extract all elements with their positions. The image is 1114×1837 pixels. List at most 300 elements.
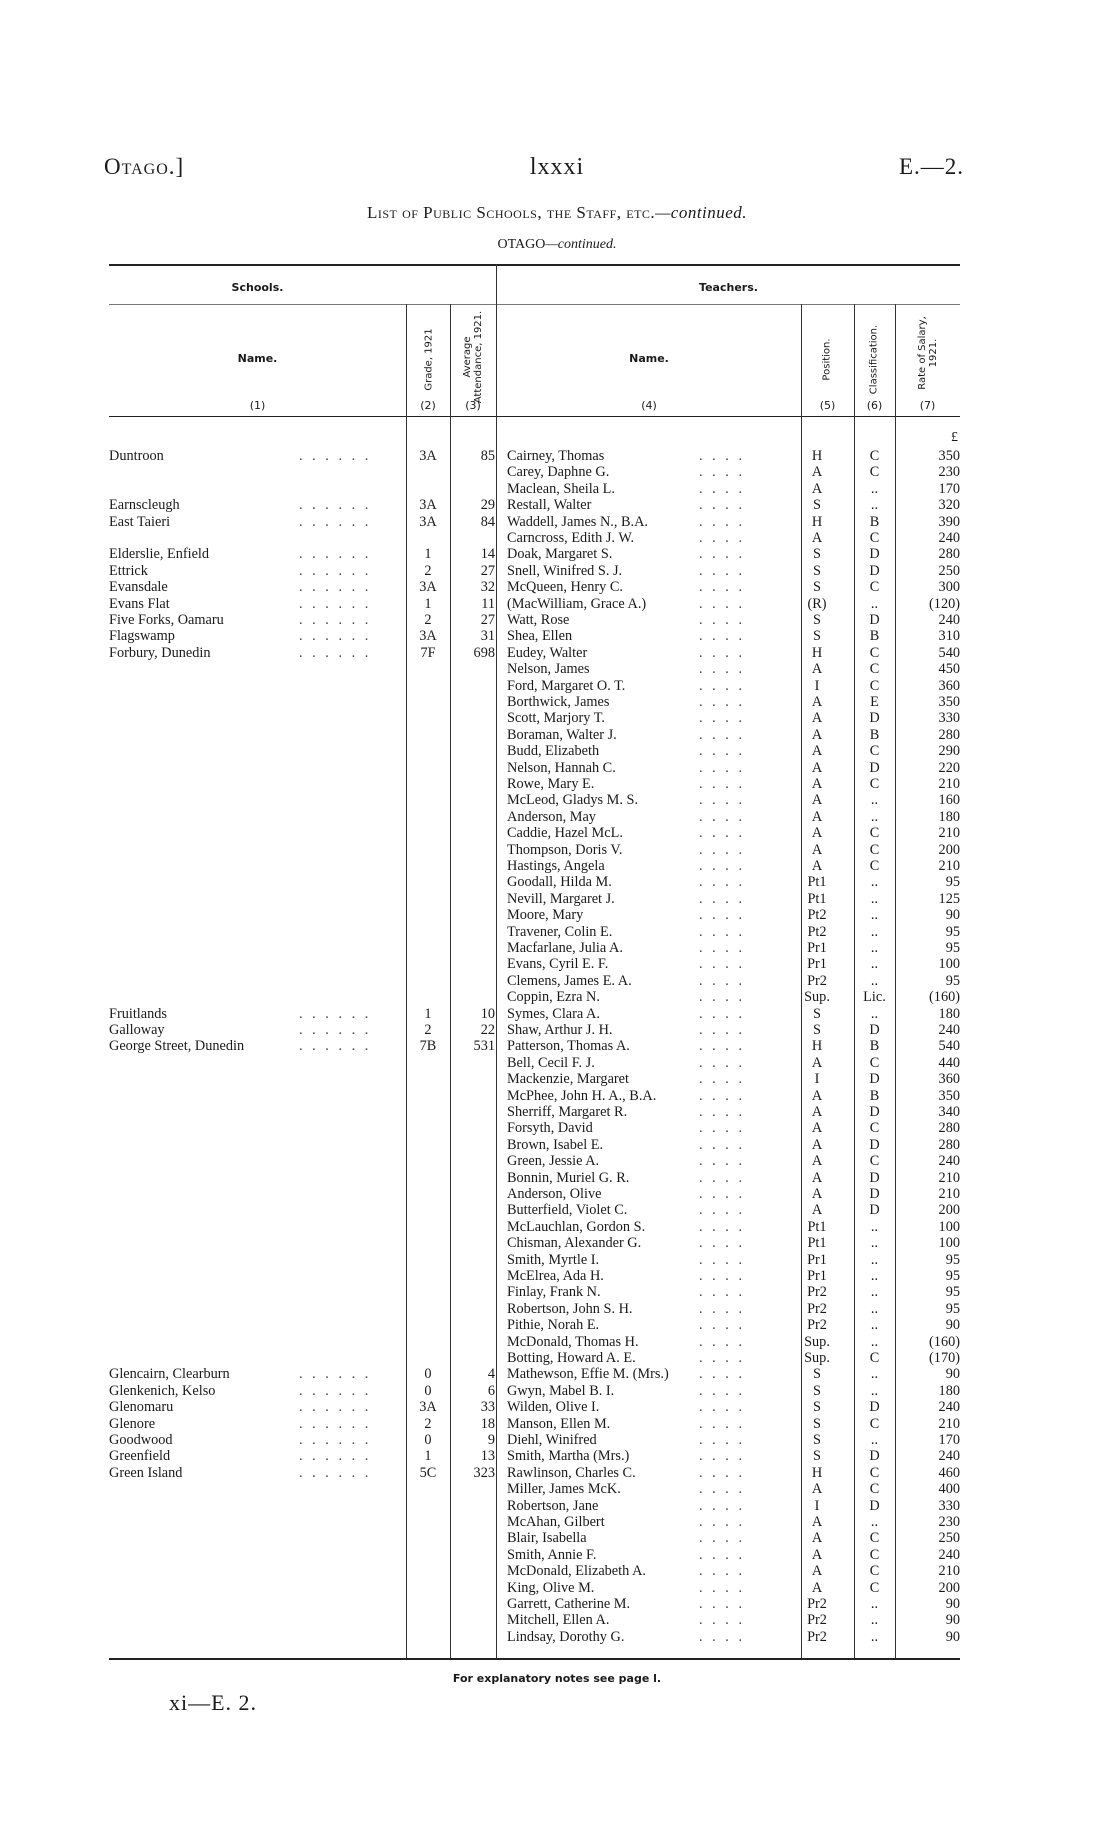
leader-dots: . . . .	[699, 694, 746, 710]
teacher-name: Watt, Rose	[507, 612, 570, 628]
school-attendance: 27	[480, 562, 495, 579]
teacher-name: Mackenzie, Margaret	[507, 1071, 629, 1088]
teacher-salary: 350	[938, 694, 960, 710]
school-name: Goodwood	[109, 1432, 173, 1448]
teacher-position: A	[811, 1546, 823, 1563]
leader-dots: . . . .	[699, 1005, 746, 1022]
teacher-salary: (170)	[929, 1350, 960, 1366]
teacher-name: Symes, Clara A.	[507, 1005, 600, 1022]
school-name: George Street, Dunedin	[109, 1038, 245, 1055]
table-row	[109, 1137, 960, 1153]
teacher-classification: B	[869, 726, 880, 743]
teacher-name: Carey, Daphne G.	[507, 464, 610, 481]
teacher-position: Sup.	[804, 989, 830, 1006]
teacher-classification: C	[869, 743, 880, 760]
table-row	[109, 743, 960, 759]
teacher-classification: B	[869, 513, 880, 530]
teacher-name: Brown, Isabel E.	[507, 1136, 604, 1153]
table-row	[109, 1186, 960, 1202]
leader-dots: . . . .	[699, 595, 746, 612]
teacher-name: Bell, Cecil F. J.	[507, 1054, 595, 1071]
teacher-salary: 350	[938, 448, 960, 464]
col-salary: Rate of Salary, 1921.	[917, 316, 939, 390]
leader-dots: . . . .	[699, 1514, 746, 1530]
teacher-salary: 250	[938, 1530, 960, 1547]
teacher-name: Waddell, James N., B.A.	[507, 513, 648, 530]
teacher-classification: ..	[870, 890, 879, 907]
table-row	[109, 924, 960, 940]
teacher-position: Pr2	[807, 1596, 827, 1612]
teacher-name: Boraman, Walter J.	[507, 726, 617, 743]
teacher-salary: 330	[938, 710, 960, 727]
table-row	[109, 514, 960, 530]
teacher-salary: 400	[938, 1481, 960, 1498]
teacher-position: A	[811, 808, 823, 825]
leader-dots: . . . .	[699, 923, 746, 940]
school-grade: 7B	[419, 1038, 437, 1055]
page-subtitle: OTAGO—continued.	[497, 237, 617, 252]
teacher-classification: ..	[870, 1333, 879, 1350]
teacher-salary: 280	[938, 1136, 960, 1153]
teacher-position: I	[814, 1497, 820, 1514]
teacher-position: S	[813, 1415, 821, 1432]
teacher-position: Pr2	[807, 1612, 827, 1629]
header-bottom-rule	[109, 416, 960, 417]
teacher-position: S	[813, 1005, 821, 1022]
table-row	[109, 1612, 960, 1628]
teacher-classification: C	[869, 1350, 880, 1366]
teacher-position: Pt1	[807, 874, 827, 891]
teacher-position: A	[811, 1120, 823, 1137]
leader-dots: . . . .	[699, 726, 746, 743]
teacher-classification: ..	[870, 497, 879, 514]
teacher-salary: 460	[938, 1464, 960, 1481]
school-attendance: 85	[480, 448, 495, 464]
teacher-classification: ..	[870, 808, 879, 825]
school-grade: 1	[424, 546, 432, 563]
teacher-name: Mitchell, Ellen A.	[507, 1612, 610, 1629]
teacher-name: Blair, Isabella	[507, 1530, 587, 1547]
teacher-classification: D	[869, 710, 880, 727]
teacher-name: Finlay, Frank N.	[507, 1284, 601, 1301]
teacher-classification: ..	[870, 874, 879, 891]
leader-dots: . . . .	[699, 1481, 746, 1498]
teacher-name: Restall, Walter	[507, 497, 592, 514]
school-attendance: 9	[487, 1432, 495, 1448]
teacher-salary: (120)	[929, 595, 960, 612]
teacher-classification: D	[869, 1136, 880, 1153]
school-name: Duntroon	[109, 448, 164, 464]
school-grade: 0	[424, 1382, 432, 1399]
teacher-classification: C	[869, 448, 880, 464]
teacher-classification: D	[869, 562, 880, 579]
teacher-position: Pr1	[807, 940, 827, 956]
school-attendance: 27	[480, 612, 495, 628]
leader-dots: . . . . . .	[299, 497, 372, 514]
teacher-position: H	[811, 513, 823, 530]
leader-dots: . . . .	[699, 956, 746, 973]
teacher-name: Lindsay, Dorothy G.	[507, 1628, 625, 1645]
teacher-classification: ..	[870, 1284, 879, 1301]
table-row	[109, 596, 960, 612]
school-attendance: 323	[473, 1464, 495, 1481]
teacher-position: S	[813, 562, 821, 579]
col-attendance: Average Attendance, 1921.	[462, 310, 484, 404]
teacher-name: Anderson, May	[507, 808, 596, 825]
table-row	[109, 1530, 960, 1546]
section-teachers: Teachers.	[699, 281, 758, 294]
leader-dots: . . . .	[699, 1136, 746, 1153]
table-row	[109, 563, 960, 579]
leader-dots: . . . .	[699, 1382, 746, 1399]
teacher-classification: D	[869, 1022, 880, 1038]
leader-dots: . . . .	[699, 1268, 746, 1284]
teacher-name: Caddie, Hazel McL.	[507, 825, 623, 842]
teacher-name: Forsyth, David	[507, 1120, 593, 1137]
teacher-salary: 340	[938, 1104, 960, 1120]
teacher-salary: 125	[938, 890, 960, 907]
teacher-name: McPhee, John H. A., B.A.	[507, 1087, 657, 1104]
teacher-classification: C	[869, 464, 880, 481]
leader-dots: . . . .	[699, 1399, 746, 1416]
teacher-classification: ..	[870, 940, 879, 956]
teacher-salary: 95	[945, 874, 960, 891]
teacher-salary: 90	[945, 1612, 960, 1629]
teacher-name: King, Olive M.	[507, 1579, 595, 1596]
leader-dots: . . . .	[699, 1596, 746, 1612]
teacher-position: I	[814, 677, 820, 694]
leader-dots: . . . . . .	[299, 1366, 372, 1383]
teacher-name: Shaw, Arthur J. H.	[507, 1022, 613, 1038]
teacher-position: A	[811, 825, 823, 842]
table-row	[109, 792, 960, 808]
table-row	[109, 694, 960, 710]
teacher-classification: C	[869, 677, 880, 694]
teacher-classification: D	[869, 1071, 880, 1088]
teacher-classification: C	[869, 1120, 880, 1137]
leader-dots: . . . .	[699, 644, 746, 661]
teacher-salary: 210	[938, 1186, 960, 1202]
table-row	[109, 1202, 960, 1218]
teacher-salary: 95	[945, 923, 960, 940]
teacher-classification: D	[869, 1169, 880, 1186]
table-row	[109, 1006, 960, 1022]
teacher-name: Green, Jessie A.	[507, 1153, 600, 1170]
table-row	[109, 940, 960, 956]
teacher-position: Pr1	[807, 1268, 827, 1284]
leader-dots: . . . .	[699, 1022, 746, 1038]
teacher-position: Pr1	[807, 1251, 827, 1268]
leader-dots: . . . . . .	[299, 612, 372, 628]
table-row	[109, 1629, 960, 1645]
teacher-classification: Lic.	[863, 989, 886, 1006]
teacher-position: A	[811, 1136, 823, 1153]
teacher-position: A	[811, 1169, 823, 1186]
teacher-position: S	[813, 497, 821, 514]
leader-dots: . . . .	[699, 677, 746, 694]
school-name: Greenfield	[109, 1448, 171, 1465]
school-grade: 7F	[420, 644, 436, 661]
teacher-name: Clemens, James E. A.	[507, 972, 632, 989]
teacher-position: H	[811, 1464, 823, 1481]
teacher-salary: 360	[938, 677, 960, 694]
table-row	[109, 1416, 960, 1432]
leader-dots: . . . . . .	[299, 628, 372, 645]
teacher-position: A	[811, 1563, 823, 1580]
teacher-salary: 180	[938, 808, 960, 825]
teacher-salary: 290	[938, 743, 960, 760]
teacher-name: McQueen, Henry C.	[507, 579, 623, 596]
teacher-name: Macfarlane, Julia A.	[507, 940, 623, 956]
teacher-salary: 100	[938, 1218, 960, 1235]
leader-dots: . . . . . .	[299, 1038, 372, 1055]
leader-dots: . . . .	[699, 1448, 746, 1465]
teacher-classification: ..	[870, 972, 879, 989]
teacher-salary: (160)	[929, 989, 960, 1006]
school-attendance: 11	[481, 595, 495, 612]
teacher-classification: ..	[870, 1628, 879, 1645]
school-grade: 1	[424, 595, 432, 612]
teacher-name: Snell, Winifred S. J.	[507, 562, 623, 579]
teacher-classification: C	[869, 661, 880, 678]
school-name: Ettrick	[109, 562, 148, 579]
teacher-name: McDonald, Elizabeth A.	[507, 1563, 646, 1580]
leader-dots: . . . .	[699, 546, 746, 563]
teacher-salary: 210	[938, 776, 960, 792]
school-name: East Taieri	[109, 513, 171, 530]
teacher-salary: 240	[938, 1022, 960, 1038]
table-row	[109, 874, 960, 890]
leader-dots: . . . .	[699, 858, 746, 874]
teacher-salary: 390	[938, 513, 960, 530]
teacher-name: Nelson, Hannah C.	[507, 759, 616, 776]
school-grade: 0	[424, 1366, 432, 1383]
school-attendance: 84	[480, 513, 495, 530]
teacher-name: Wilden, Olive I.	[507, 1399, 600, 1416]
leader-dots: . . . .	[699, 1218, 746, 1235]
school-grade: 5C	[419, 1464, 437, 1481]
leader-dots: . . . .	[699, 1628, 746, 1645]
leader-dots: . . . .	[699, 743, 746, 760]
teacher-position: S	[813, 1022, 821, 1038]
teacher-position: A	[811, 792, 823, 809]
teacher-salary: 210	[938, 1415, 960, 1432]
teacher-classification: ..	[870, 480, 879, 497]
teacher-position: S	[813, 546, 821, 563]
header-right: E.—2.	[898, 154, 964, 179]
section-schools: Schools.	[231, 281, 284, 294]
teacher-classification: D	[869, 612, 880, 628]
teacher-classification: E	[870, 694, 879, 710]
leader-dots: . . . .	[699, 1563, 746, 1580]
leader-dots: . . . .	[699, 1464, 746, 1481]
teacher-name: Rowe, Mary E.	[507, 776, 595, 792]
school-attendance: 29	[480, 497, 495, 514]
teacher-position: A	[811, 464, 823, 481]
leader-dots: . . . .	[699, 1432, 746, 1448]
table-row	[109, 1268, 960, 1284]
teacher-salary: 240	[938, 1448, 960, 1465]
table-row	[109, 858, 960, 874]
teacher-position: A	[811, 1579, 823, 1596]
teacher-classification: ..	[870, 1432, 879, 1448]
table-row	[109, 956, 960, 972]
teacher-salary: 95	[945, 972, 960, 989]
teacher-salary: 280	[938, 1120, 960, 1137]
table-row	[109, 907, 960, 923]
col-grade: Grade, 1921	[423, 328, 435, 391]
section-rule	[109, 304, 960, 305]
school-attendance: 6	[487, 1382, 495, 1399]
table-row	[109, 678, 960, 694]
teacher-classification: ..	[870, 1596, 879, 1612]
table-row	[109, 1235, 960, 1251]
teacher-salary: 180	[938, 1005, 960, 1022]
teacher-name: Scott, Marjory T.	[507, 710, 605, 727]
teacher-salary: 95	[945, 1268, 960, 1284]
teacher-position: Sup.	[804, 1350, 830, 1366]
table-row	[109, 760, 960, 776]
school-name: Flagswamp	[109, 628, 175, 645]
leader-dots: . . . .	[699, 513, 746, 530]
school-grade: 3A	[419, 1399, 437, 1416]
teacher-position: S	[813, 579, 821, 596]
teacher-position: S	[813, 628, 821, 645]
leader-dots: . . . .	[699, 628, 746, 645]
table-row	[109, 1580, 960, 1596]
school-name: Glencairn, Clearburn	[109, 1366, 230, 1383]
teacher-classification: C	[869, 644, 880, 661]
teacher-name: Anderson, Olive	[507, 1186, 602, 1202]
leader-dots: . . . .	[699, 480, 746, 497]
teacher-position: Pt2	[807, 923, 827, 940]
teacher-name: Shea, Ellen	[507, 628, 573, 645]
teacher-name: Butterfield, Violet C.	[507, 1202, 628, 1219]
teacher-classification: D	[869, 1399, 880, 1416]
teacher-salary: 250	[938, 562, 960, 579]
teacher-salary: 240	[938, 1153, 960, 1170]
leader-dots: . . . .	[699, 907, 746, 924]
page-number: lxxxi	[529, 154, 585, 180]
school-name: Glenkenich, Kelso	[109, 1382, 216, 1399]
teacher-position: Pt1	[807, 1235, 827, 1252]
teacher-classification: ..	[870, 1268, 879, 1284]
leader-dots: . . . . . .	[299, 1415, 372, 1432]
table-row	[109, 973, 960, 989]
teacher-salary: 95	[945, 1251, 960, 1268]
leader-dots: . . . . . .	[299, 1399, 372, 1416]
teacher-classification: B	[869, 1038, 880, 1055]
teacher-position: Pr1	[807, 956, 827, 973]
teacher-name: Moore, Mary	[507, 907, 584, 924]
leader-dots: . . . .	[699, 497, 746, 514]
leader-dots: . . . . . .	[299, 448, 372, 464]
teacher-salary: 100	[938, 1235, 960, 1252]
table-row	[109, 1153, 960, 1169]
table-bottom-rule	[109, 1658, 960, 1660]
teacher-salary: 90	[945, 1596, 960, 1612]
table-row	[109, 1350, 960, 1366]
col-position: Position.	[821, 338, 833, 381]
teacher-position: A	[811, 743, 823, 760]
teacher-salary: 210	[938, 1169, 960, 1186]
school-grade: 2	[424, 562, 432, 579]
col-num: (5)	[819, 399, 836, 412]
teacher-salary: (160)	[929, 1333, 960, 1350]
teacher-classification: C	[869, 1546, 880, 1563]
page-reference: xi—E. 2.	[169, 1690, 258, 1715]
school-grade: 1	[424, 1005, 432, 1022]
school-attendance: 31	[480, 628, 495, 645]
teacher-position: H	[811, 1038, 823, 1055]
teacher-position: Pr2	[807, 1284, 827, 1301]
school-name: Forbury, Dunedin	[109, 644, 211, 661]
teacher-salary: 450	[938, 661, 960, 678]
teacher-salary: 210	[938, 1563, 960, 1580]
table-row	[109, 1498, 960, 1514]
table-row	[109, 1088, 960, 1104]
teacher-name: Patterson, Thomas A.	[507, 1038, 630, 1055]
leader-dots: . . . . . .	[299, 1448, 372, 1465]
leader-dots: . . . . . .	[299, 1382, 372, 1399]
teacher-position: A	[811, 1104, 823, 1120]
leader-dots: . . . .	[699, 1317, 746, 1334]
teacher-name: Hastings, Angela	[507, 858, 605, 874]
teacher-position: S	[813, 1399, 821, 1416]
teacher-name: Garrett, Catherine M.	[507, 1596, 631, 1612]
table-row	[109, 1284, 960, 1300]
teacher-classification: D	[869, 759, 880, 776]
leader-dots: . . . .	[699, 1284, 746, 1301]
teacher-position: A	[811, 858, 823, 874]
table-row	[109, 1448, 960, 1464]
teacher-classification: D	[869, 1202, 880, 1219]
teacher-classification: ..	[870, 1005, 879, 1022]
school-name: Evansdale	[109, 579, 168, 596]
school-name: Green Island	[109, 1464, 183, 1481]
table-row	[109, 1547, 960, 1563]
leader-dots: . . . .	[699, 710, 746, 727]
table-row	[109, 1120, 960, 1136]
school-grade: 3A	[419, 497, 437, 514]
teacher-classification: ..	[870, 595, 879, 612]
teacher-position: S	[813, 1432, 821, 1448]
table-top-rule	[109, 264, 960, 266]
table-row	[109, 842, 960, 858]
col-num: (1)	[249, 399, 266, 412]
teacher-classification: ..	[870, 1612, 879, 1629]
leader-dots: . . . . . .	[299, 595, 372, 612]
school-grade: 3A	[419, 448, 437, 464]
teacher-name: Smith, Martha (Mrs.)	[507, 1448, 630, 1465]
page-title: List of Public Schools, the Staff, etc.—continued.	[366, 203, 748, 222]
leader-dots: . . . .	[699, 825, 746, 842]
table-row	[109, 891, 960, 907]
teacher-name: Evans, Cyril E. F.	[507, 956, 609, 973]
teacher-name: Cairney, Thomas	[507, 448, 605, 464]
col-num: (3)	[465, 399, 481, 412]
leader-dots: . . . .	[699, 464, 746, 481]
teacher-name: McElrea, Ada H.	[507, 1268, 604, 1284]
col-classification: Classification.	[868, 324, 880, 395]
teacher-salary: 220	[938, 759, 960, 776]
leader-dots: . . . .	[699, 1546, 746, 1563]
teacher-position: A	[811, 661, 823, 678]
leader-dots: . . . .	[699, 1415, 746, 1432]
teacher-salary: 540	[938, 644, 960, 661]
teacher-position: A	[811, 1186, 823, 1202]
leader-dots: . . . .	[699, 1300, 746, 1317]
